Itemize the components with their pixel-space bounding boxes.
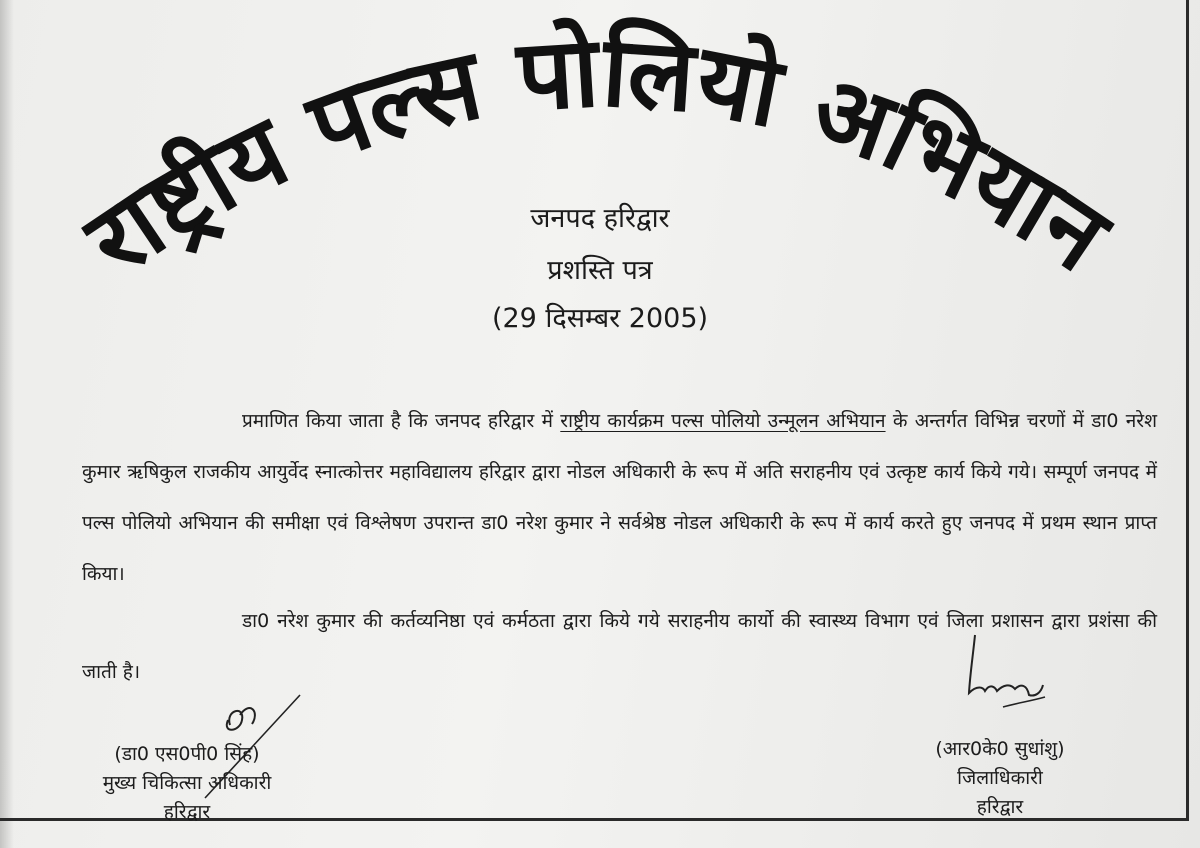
paragraph-appreciation: डा0 नरेश कुमार की कर्तव्यनिष्ठा एवं कर्मठता द्वारा किये गये सराहनीय कार्यो की स्वास्थ्य विभाग एवं जिला प्रशासन द्वारा प्रशंसा की जाती है। xyxy=(82,610,1157,683)
signature-right-mark xyxy=(955,625,1065,725)
signatory-right-title: जिलाधिकारी xyxy=(957,767,1043,789)
banner-title: राष्ट्रीय पल्स पोलियो अभियान xyxy=(67,14,1128,299)
signatory-left xyxy=(72,740,302,827)
paragraph-main-rest: के अन्तर्गत विभिन्न चरणों में डा0 नरेश कुमार ऋषिकुल राजकीय आयुर्वेद स्नात्कोत्तर महाविद्यालय हरिद्वार द्वारा नोडल अधिकारी के रूप में अति सराहनीय एवं उत्कृष्ट कार्य किये गये। सम्पूर्ण जनपद में पल्स पोलियो अभियान की समीक्षा एवं विश्लेषण उपरान्त डा0 नरेश कुमार ने सर्वश्रेष्ठ नोडल अधिकारी के रूप में कार्य करते हुए जनपद में प्रथम स्थान प्राप्त किया। xyxy=(82,410,1157,585)
programme-name: राष्ट्रीय कार्यक्रम पल्स पोलियो उन्मूलन अभियान xyxy=(560,410,886,432)
certificate-label: प्रशस्ति पत्र xyxy=(547,255,653,286)
paragraph-main xyxy=(82,396,1157,600)
signatory-right-place: हरिद्वार xyxy=(976,796,1024,818)
paragraph-main-start: प्रमाणित किया जाता है कि जनपद हरिद्वार में xyxy=(242,410,561,432)
signatory-right xyxy=(905,735,1095,822)
certificate-date: (29 दिसम्बर 2005) xyxy=(491,303,709,334)
signatory-left-title: मुख्य चिकित्सा अधिकारी xyxy=(102,772,272,794)
signatory-left-name: (डा0 एस0पी0 सिंह) xyxy=(114,743,260,765)
signatory-left-place: हरिद्वार xyxy=(163,801,211,823)
signatory-right-name: (आर0के0 सुधांशु) xyxy=(935,738,1065,760)
district-heading: जनपद हरिद्वार xyxy=(530,203,670,234)
